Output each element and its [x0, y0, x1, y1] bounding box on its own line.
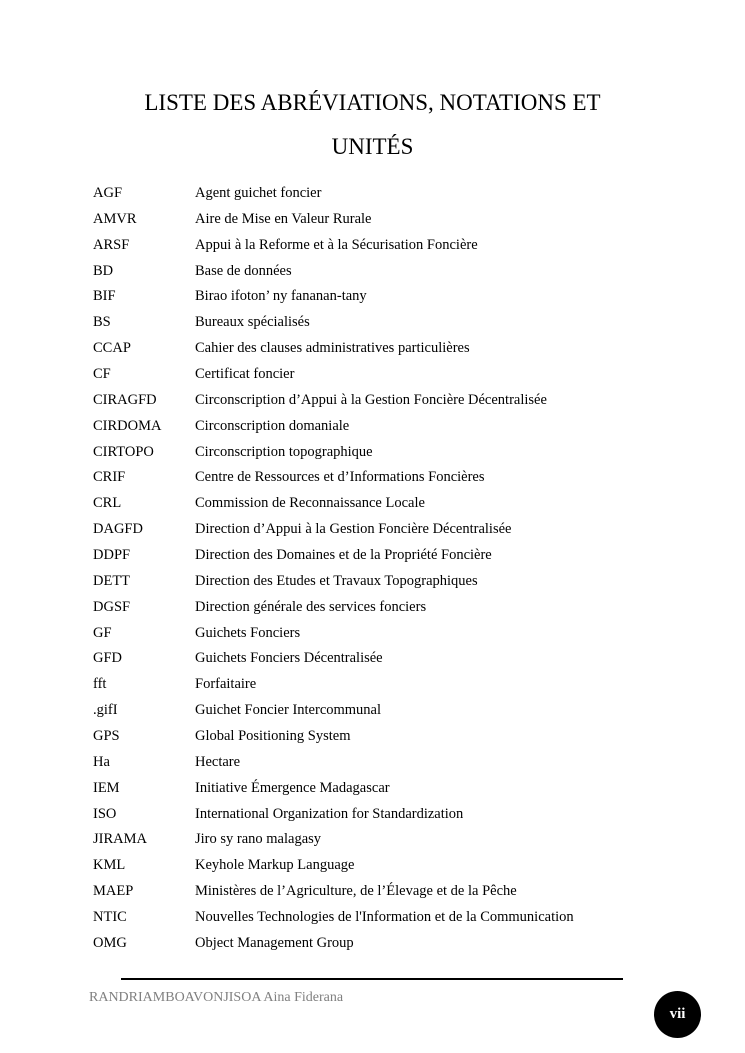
list-item [93, 775, 653, 801]
abbreviation-code: GPS [93, 728, 120, 745]
abbreviation-definition: Hectare [195, 753, 241, 770]
abbreviation-code: CIRDOMA [93, 417, 162, 434]
abbreviation-code: BS [93, 314, 111, 331]
list-item [93, 335, 653, 361]
abbreviation-code: CF [93, 366, 111, 383]
list-item [93, 464, 653, 490]
list-item [93, 516, 653, 542]
list-item [93, 645, 653, 671]
list-item [93, 490, 653, 516]
abbreviation-definition: Direction des Domaines et de la Propriété Foncière [195, 547, 492, 564]
abbreviation-code: BD [93, 262, 114, 279]
abbreviation-code: CIRAGFD [93, 391, 157, 408]
abbreviation-definition: Commission de Reconnaissance Locale [195, 495, 425, 512]
abbreviation-definition: Guichets Fonciers Décentralisée [195, 650, 383, 667]
list-item [93, 930, 653, 956]
list-item [93, 826, 653, 852]
abbreviation-definition: Guichet Foncier Intercommunal [195, 702, 382, 719]
abbreviation-code: AMVR [93, 210, 137, 227]
list-item [93, 697, 653, 723]
page-number-badge: vii [654, 991, 701, 1038]
footer-author: RANDRIAMBOAVONJISOA Aina Fiderana [89, 990, 344, 1005]
abbreviation-definition: Direction des Etudes et Travaux Topographiques [195, 572, 478, 589]
list-item [93, 258, 653, 284]
list-item [93, 180, 653, 206]
abbreviation-definition: Guichets Fonciers [195, 624, 301, 641]
abbreviation-definition: Nouvelles Technologies de l'Information et de la Communication [195, 909, 574, 926]
abbreviation-code: CIRTOPO [93, 443, 154, 460]
page-title [0, 81, 745, 169]
list-item [93, 387, 653, 413]
abbreviation-code: AGF [93, 185, 123, 201]
abbreviation-definition: Global Positioning System [195, 728, 351, 745]
list-item [93, 361, 653, 387]
list-item [93, 904, 653, 930]
list-item [93, 232, 653, 258]
abbreviation-code: JIRAMA [93, 831, 147, 848]
abbreviation-definition: Ministères de l’Agriculture, de l’Élevage et de la Pêche [195, 883, 517, 900]
abbreviation-definition: Forfaitaire [195, 676, 257, 693]
list-item [93, 206, 653, 232]
abbreviation-code: ISO [93, 805, 117, 822]
abbreviation-code: CRL [93, 495, 122, 512]
list-item [93, 749, 653, 775]
abbreviation-code: BIF [93, 288, 116, 305]
abbreviation-definition: Certificat foncier [195, 366, 295, 383]
title-line-2: UNITÉS [331, 134, 414, 159]
abbreviation-code: CRIF [93, 469, 126, 486]
title-line-1: LISTE DES ABRÉVIATIONS, NOTATIONS ET [144, 90, 601, 115]
abbreviation-code: GF [93, 624, 112, 641]
abbreviation-definition: Cahier des clauses administratives particulières [195, 340, 470, 357]
abbreviation-definition: International Organization for Standardization [195, 805, 464, 822]
list-item [93, 309, 653, 335]
abbreviation-definition: Initiative Émergence Madagascar [195, 779, 390, 796]
abbreviation-code: IEM [93, 779, 120, 796]
abbreviation-code: fft [93, 676, 107, 693]
list-item [93, 878, 653, 904]
abbreviation-definition: Jiro sy rano malagasy [195, 831, 322, 848]
abbreviation-code: NTIC [93, 909, 127, 926]
abbreviation-code: KML [93, 857, 126, 874]
abbreviation-code: MAEP [93, 883, 134, 900]
abbreviation-code: DDPF [93, 547, 131, 564]
abbreviation-definition: Bureaux spécialisés [195, 314, 310, 331]
abbreviation-definition: Appui à la Reforme et à la Sécurisation Foncière [195, 236, 478, 253]
list-item [93, 620, 653, 646]
abbreviation-definition: Keyhole Markup Language [195, 857, 355, 874]
abbreviation-code: DGSF [93, 598, 131, 615]
abbreviation-definition: Circonscription topographique [195, 443, 373, 460]
abbreviation-definition: Object Management Group [195, 934, 354, 951]
abbreviation-code: OMG [93, 934, 127, 951]
list-item [93, 413, 653, 439]
abbreviation-code: DETT [93, 572, 131, 589]
list-item [93, 852, 653, 878]
abbreviation-code: .gifI [93, 702, 118, 719]
abbreviation-definition: Centre de Ressources et d’Informations Foncières [195, 469, 485, 486]
abbreviation-definition: Birao ifoton’ ny fananan-tany [195, 288, 367, 305]
abbreviation-definition: Aire de Mise en Valeur Rurale [195, 210, 372, 227]
abbreviation-code: Ha [93, 753, 110, 770]
footer-rule [121, 978, 623, 980]
list-item [93, 568, 653, 594]
list-item [93, 723, 653, 749]
abbreviation-definition: Circonscription domaniale [195, 417, 350, 434]
list-item [93, 542, 653, 568]
abbreviation-definition: Direction générale des services fonciers [195, 598, 427, 615]
abbreviation-code: ARSF [93, 236, 130, 253]
list-item [93, 594, 653, 620]
abbreviation-definition: Circonscription d’Appui à la Gestion Foncière Décentralisée [195, 391, 547, 408]
abbreviation-code: DAGFD [93, 521, 143, 538]
abbreviation-code: GFD [93, 650, 123, 667]
list-item [93, 439, 653, 465]
list-item [93, 283, 653, 309]
list-item [93, 801, 653, 827]
list-item [93, 671, 653, 697]
abbreviation-list [93, 180, 653, 956]
abbreviation-definition: Base de données [195, 262, 292, 279]
abbreviation-definition: Direction d’Appui à la Gestion Foncière Décentralisée [195, 521, 512, 538]
abbreviation-definition: Agent guichet foncier [195, 185, 322, 201]
abbreviation-code: CCAP [93, 340, 131, 357]
